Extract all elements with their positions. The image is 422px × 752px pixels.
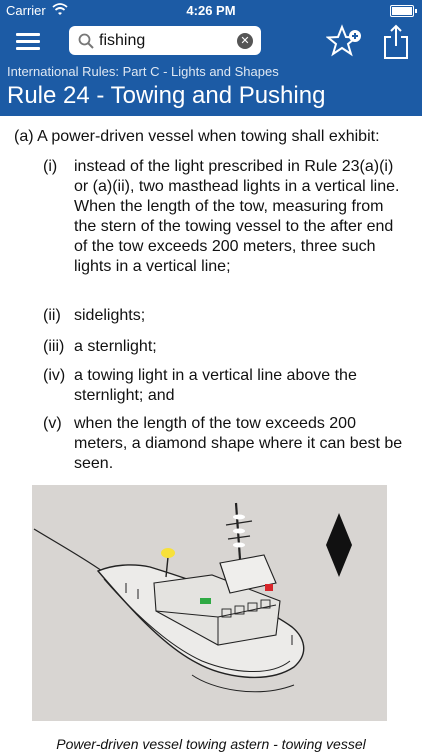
towing-vessel-drawing	[32, 485, 387, 721]
item-text: a sternlight;	[74, 338, 157, 355]
favorite-star-add-icon[interactable]	[326, 24, 364, 58]
item-number: (iii)	[43, 338, 65, 355]
top-bar	[0, 0, 422, 116]
status-time: 4:26 PM	[186, 3, 236, 18]
towing-vessel-illustration	[32, 485, 387, 721]
intro-label: (a)	[14, 128, 34, 145]
item-text: when the length of the tow exceeds 200 meters, a diamond shape where it can best be seen.	[74, 415, 403, 472]
item-number: (iv)	[43, 367, 66, 384]
status-bar	[0, 0, 422, 20]
item-text: instead of the light prescribed in Rule 23(a)(i) or (a)(ii), two masthead lights in a vertical line. When the length of the tow, measuring from the stern of the towing vessel to the after end of the tow exceeds 200 meters, three such lights in a vertical line;	[74, 158, 400, 275]
hamburger-menu-icon[interactable]	[16, 33, 40, 49]
item-text: sidelights;	[74, 307, 146, 324]
search-input[interactable]	[99, 30, 229, 51]
carrier-label: Carrier	[6, 3, 46, 18]
item-text: a towing light in a vertical line above the sternlight; and	[74, 367, 357, 404]
intro-text: A power-driven vessel when towing shall exhibit:	[37, 128, 380, 145]
share-icon[interactable]	[382, 24, 410, 60]
search-bar[interactable]	[69, 26, 261, 55]
page-title: Rule 24 - Towing and Pushing	[7, 82, 326, 109]
clear-search-icon[interactable]: ✕	[237, 33, 253, 49]
item-number: (v)	[43, 415, 62, 432]
battery-icon	[390, 5, 414, 17]
item-number: (ii)	[43, 307, 61, 324]
item-number: (i)	[43, 158, 58, 175]
figure-caption: Power-driven vessel towing astern - towing vessel	[56, 736, 366, 752]
rule-intro	[14, 127, 380, 147]
search-icon	[78, 33, 94, 49]
breadcrumb[interactable]: International Rules: Part C - Lights and Shapes	[7, 64, 279, 79]
